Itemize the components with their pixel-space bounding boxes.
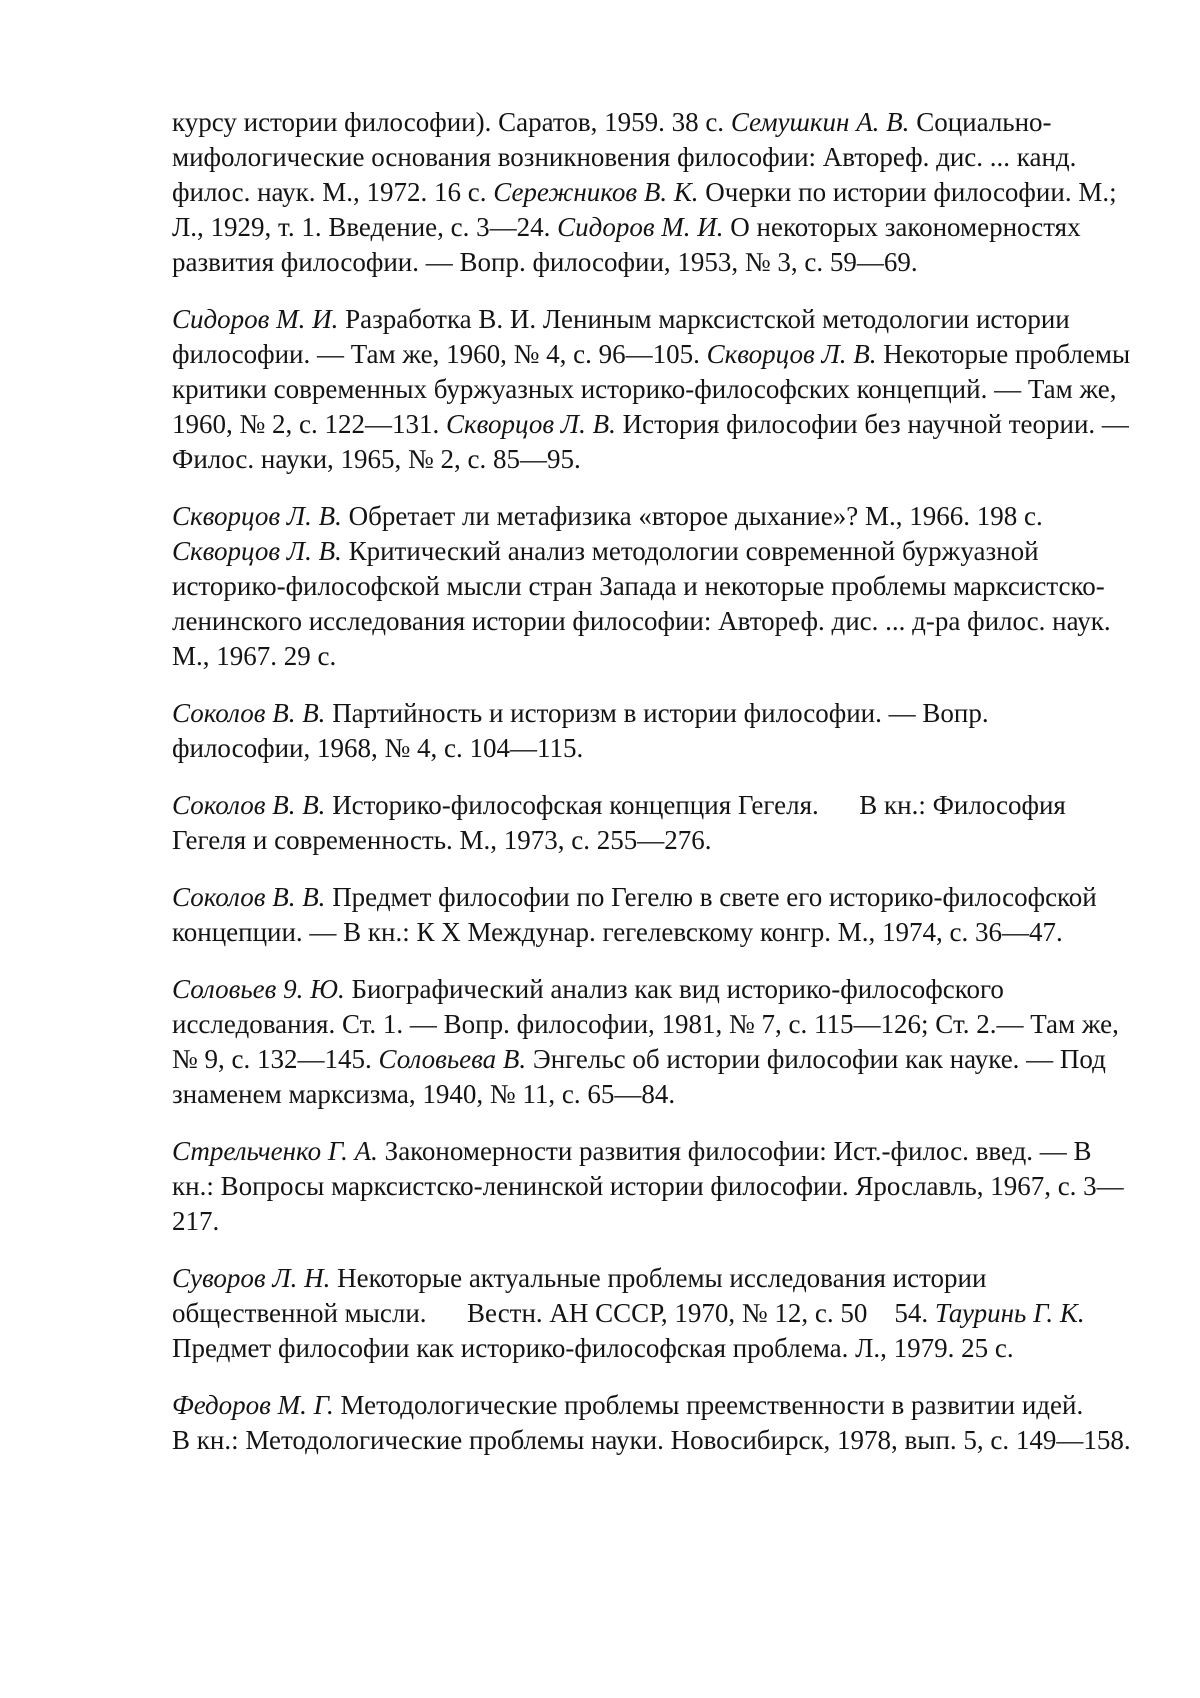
author-name: Федоров М. Г.	[172, 1390, 334, 1420]
author-name: Соколов В. В.	[172, 698, 326, 728]
citation-text: История философии без научной теории. — Филос. науки, 1965, № 2, с. 85—95.	[172, 409, 1136, 474]
citation-text: Разработка В. И. Лениным марксистской методологии истории философии. — Там же, 1960, № 4, с. 96—105.	[172, 304, 1077, 369]
citation-text: Критический анализ методологии современной буржуазной историко-философской мысли стран Запада и некоторые проблемы марксистско-ленинского исследования истории философии: Автореф. дис. ... д-ра филос. наук. М., 1967. 29 с.	[172, 536, 1118, 671]
citation-text: Методологические проблемы преемственности в развитии идей. В кн.: Методологические проблемы науки. Новосибирск, 1978, вып. 5, с. 149—158.	[172, 1390, 1131, 1455]
bibliography-entry	[172, 105, 1132, 280]
bibliography-entry	[172, 499, 1132, 674]
author-name: Скворцов Л. В.	[446, 409, 616, 439]
citation-text: Некоторые проблемы критики современных буржуазных историко-философских концепций. — Там же, 1960, № 2, с. 122—131.	[172, 339, 1137, 439]
author-name: Тауринь Г. К.	[934, 1298, 1085, 1328]
author-name: Соколов В. В.	[172, 790, 326, 820]
citation-text: Социально-мифологические основания возникновения философии: Автореф. дис. ... канд. филос. наук. М., 1972. 16 с.	[172, 107, 1084, 207]
author-name: Стрельченко Г. А.	[172, 1136, 378, 1166]
author-name: Сидоров М. И.	[557, 212, 724, 242]
citation-text: Некоторые актуальные проблемы исследования истории общественной мысли. Вестн. АН СССР, 1970, № 12, с. 50 54.	[172, 1263, 994, 1328]
bibliography-page	[172, 105, 1137, 1480]
bibliography-entry	[172, 972, 1132, 1112]
author-name: Скворцов Л. В.	[172, 501, 342, 531]
author-name: Соколов В. В.	[172, 882, 326, 912]
bibliography-entry	[172, 302, 1137, 477]
citation-text: О некоторых закономерностях развития философии. — Вопр. философии, 1953, № 3, с. 59—69.	[172, 212, 1088, 277]
citation-text: Партийность и историзм в истории философии. — Вопр. философии, 1968, № 4, с. 104—115.	[172, 698, 996, 763]
bibliography-entry	[172, 1261, 1132, 1366]
citation-text: Биографический анализ как вид историко-философского исследования. Ст. 1. — Вопр. философии, 1981, № 7, с. 115—126; Ст. 2.— Там же, № 9, с. 132—145.	[172, 974, 1126, 1074]
author-name: Соловьева В.	[378, 1044, 527, 1074]
author-name: Соловьев 9. Ю.	[172, 974, 345, 1004]
bibliography-entry	[172, 1388, 1132, 1458]
bibliography-entry	[172, 1134, 1132, 1239]
citation-text: Предмет философии как историко-философская проблема. Л., 1979. 25 с.	[172, 1298, 1092, 1363]
bibliography-entry	[172, 788, 1132, 858]
author-name: Сережников В. К.	[493, 177, 699, 207]
author-name: Сидоров М. И.	[172, 304, 339, 334]
author-name: Суворов Л. Н.	[172, 1263, 331, 1293]
author-name: Скворцов Л. В.	[172, 536, 342, 566]
bibliography-entry	[172, 880, 1132, 950]
citation-text: Обретает ли метафизика «второе дыхание»? М., 1966. 198 с.	[341, 501, 1050, 531]
citation-text: Энгельс об истории философии как науке. — Под знаменем марксизма, 1940, № 11, с. 65—84.	[172, 1044, 1113, 1109]
citation-text: курсу истории философии). Саратов, 1959. 38 с.	[172, 107, 731, 137]
citation-text: Закономерности развития философии: Ист.-филос. введ. — В кн.: Вопросы марксистско-ленинской истории философии. Ярославль, 1967, с. 3—217.	[172, 1136, 1124, 1236]
author-name: Скворцов Л. В.	[706, 339, 877, 369]
author-name: Семушкин А. В.	[730, 107, 910, 137]
citation-text: Историко-философская концепция Гегеля. В кн.: Философия Гегеля и современность. М., 1973, с. 255—276.	[172, 790, 1073, 855]
citation-text: Очерки по истории философии. М.; Л., 1929, т. 1. Введение, с. 3—24.	[172, 177, 1124, 242]
bibliography-entry	[172, 696, 1132, 766]
citation-text: Предмет философии по Гегелю в свете его историко-философской концепции. — В кн.: К X Междунар. гегелевскому конгр. М., 1974, с. 36—47.	[172, 882, 1104, 947]
